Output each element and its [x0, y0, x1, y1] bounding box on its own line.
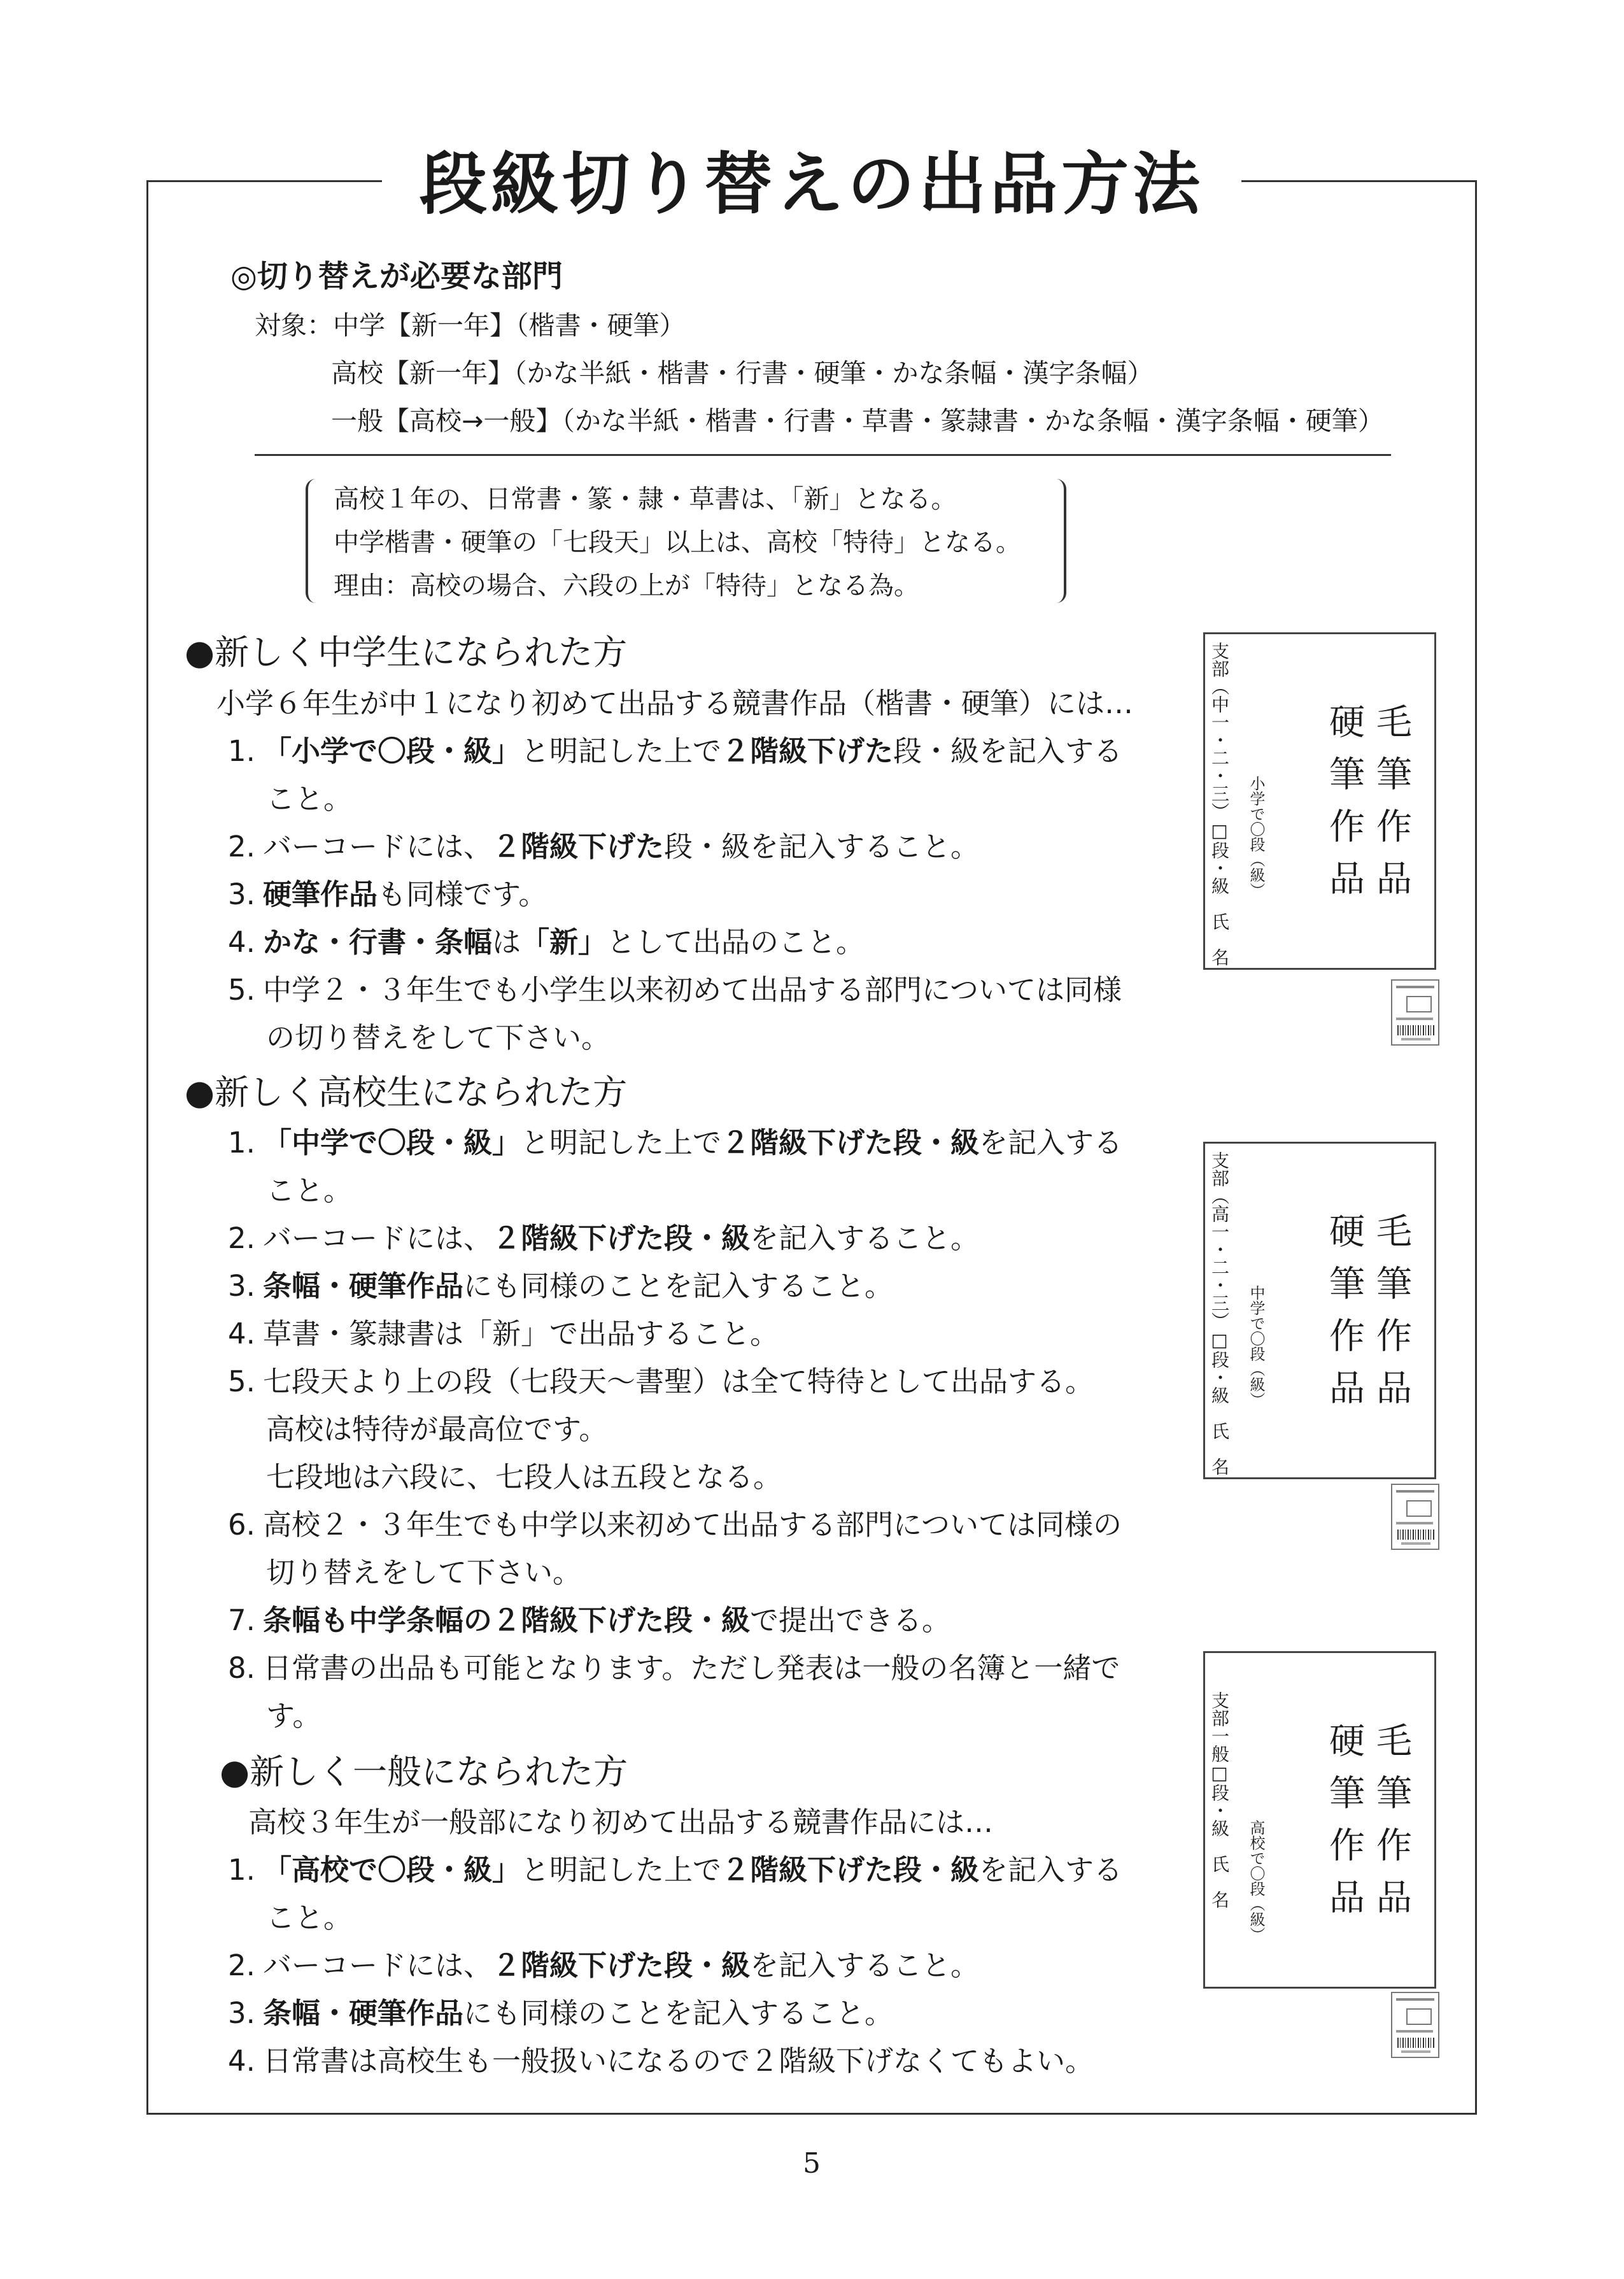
list-text: 中学２・３年生でも小学生以来初めて出品する部門については同様 — [262, 973, 1122, 1007]
list-text: を記入すること。 — [749, 1949, 979, 1982]
list-item — [228, 1990, 893, 2031]
list-text: で提出できる。 — [749, 1603, 950, 1637]
list-item — [228, 1645, 1120, 1686]
emphasis-text: かな・行書・条幅 — [262, 925, 492, 959]
note-line-1: 高校１年の、日常書・篆・隷・草書は、「新」となる。 — [334, 485, 957, 514]
emphasis-text: 硬筆作品 — [262, 877, 378, 911]
emphasis-text: 「新」 — [520, 925, 607, 959]
list-number: 1. — [228, 734, 255, 768]
list-item — [228, 1215, 979, 1256]
list-text: バーコードには、 — [262, 1949, 492, 1982]
page-number: 5 — [803, 2147, 821, 2180]
list-number: 3. — [228, 1996, 255, 2030]
list-text: 日常書は高校生も一般扱いになるので２階級下げなくてもよい。 — [262, 2044, 1094, 2078]
card-grade-note: 小学で〇段（級） — [1247, 776, 1265, 898]
list-number: 3. — [228, 877, 255, 911]
barcode-label — [1391, 979, 1439, 1046]
card-name-field: 支部（中一・二・三）□段・級 氏 名 — [1209, 642, 1230, 966]
card-grade-note: 高校で〇段（級） — [1247, 1820, 1265, 1942]
required-line-3: 一般【高校→一般】（かな半紙・楷書・行書・草書・篆隷書・かな条幅・漢字条幅・硬筆） — [331, 406, 1384, 436]
barcode-label — [1391, 1992, 1439, 2058]
list-item — [228, 1119, 1122, 1161]
list-item — [266, 1894, 352, 1936]
card-name-field: 支部一般□段・級 氏 名 — [1209, 1691, 1230, 1908]
list-text: す。 — [266, 1699, 321, 1733]
list-number: 6. — [228, 1508, 255, 1542]
list-number: 1. — [228, 1853, 255, 1887]
card-pen-label: 硬筆作品 — [1324, 1722, 1365, 1931]
card-pen-label: 硬筆作品 — [1324, 703, 1365, 912]
list-text: こと。 — [266, 1174, 353, 1207]
list-item — [228, 728, 1122, 769]
list-item — [228, 967, 1122, 1008]
list-item — [266, 776, 352, 817]
list-number: 4. — [228, 1317, 255, 1351]
sample-card-middle — [1203, 632, 1436, 970]
required-line-1: 対象：中学【新一年】（楷書・硬筆） — [255, 310, 686, 341]
list-item — [228, 1847, 1122, 1888]
list-text: にも同様のことを記入すること。 — [463, 1269, 893, 1303]
emphasis-text: 条幅・硬筆作品 — [262, 1269, 463, 1303]
section-middle-heading: ●新しく中学生になられた方 — [185, 632, 628, 672]
list-number: 8. — [228, 1651, 255, 1685]
list-text: と明記した上で — [520, 1126, 721, 1160]
emphasis-text: ２階級下げた段・級 — [721, 1126, 979, 1160]
list-text: を記入すること。 — [749, 1221, 979, 1255]
card-brush-label: 毛筆作品 — [1371, 1722, 1412, 1931]
list-text: も同様です。 — [377, 877, 547, 911]
list-text: 切り替えをして下さい。 — [266, 1556, 582, 1589]
list-number: 5. — [228, 1365, 255, 1398]
section-middle-intro: 小学６年生が中１になり初めて出品する競書作品（楷書・硬筆）には… — [216, 686, 1134, 720]
emphasis-text: 「小学で〇段・級」 — [262, 734, 521, 768]
emphasis-text: ２階級下げた — [491, 830, 664, 863]
list-text: 段・級を記入すること。 — [663, 830, 979, 863]
list-text: と明記した上で — [520, 1853, 721, 1887]
list-text: を記入する — [978, 1126, 1122, 1160]
list-text: 段・級を記入する — [893, 734, 1122, 768]
card-pen-label: 硬筆作品 — [1324, 1212, 1365, 1421]
note-line-2: 中学楷書・硬筆の「七段天」以上は、高校「特待」となる。 — [334, 528, 1021, 557]
list-number: 7. — [228, 1603, 255, 1637]
card-name-field: 支部（高一・二・三）□段・級 氏 名 — [1209, 1151, 1230, 1475]
note-box — [306, 479, 1066, 603]
section-general-intro: 高校３年生が一般部になり初めて出品する競書作品には… — [248, 1805, 994, 1839]
list-number: 2. — [228, 830, 255, 863]
list-text: の切り替えをして下さい。 — [266, 1021, 611, 1054]
card-brush-label: 毛筆作品 — [1371, 703, 1412, 912]
list-text: 七段地は六段に、七段人は五段となる。 — [266, 1460, 782, 1494]
list-text: バーコードには、 — [262, 1221, 492, 1255]
list-number: 3. — [228, 1269, 255, 1303]
emphasis-text: ２階級下げた — [721, 734, 893, 768]
sample-card-high — [1203, 1142, 1436, 1479]
list-number: 4. — [228, 2044, 255, 2078]
list-item — [266, 1693, 321, 1734]
emphasis-text: 「中学で〇段・級」 — [262, 1126, 521, 1160]
divider — [255, 454, 1391, 456]
card-brush-label: 毛筆作品 — [1371, 1212, 1412, 1421]
list-number: 2. — [228, 1221, 255, 1255]
page-title: 段級切り替えの出品方法 — [382, 137, 1241, 232]
sample-card-general — [1203, 1651, 1436, 1989]
list-text: こと。 — [266, 1901, 353, 1935]
list-item — [228, 1358, 1094, 1400]
list-item — [228, 919, 865, 960]
list-item — [228, 2038, 1094, 2079]
required-line-2: 高校【新一年】（かな半紙・楷書・行書・硬筆・かな条幅・漢字条幅） — [331, 358, 1154, 388]
list-number: 4. — [228, 925, 255, 959]
list-item — [228, 1310, 779, 1352]
list-item — [228, 1502, 1122, 1543]
list-item — [228, 823, 979, 865]
emphasis-text: ２階級下げた段・級 — [721, 1853, 979, 1887]
list-number: 1. — [228, 1126, 255, 1160]
emphasis-text: ２階級下げた段・級 — [491, 1949, 750, 1982]
emphasis-text: 条幅も中学条幅の２階級下げた段・級 — [262, 1603, 750, 1637]
list-item — [228, 1263, 893, 1304]
list-text: 高校２・３年生でも中学以来初めて出品する部門については同様の — [262, 1508, 1122, 1542]
list-text: を記入する — [978, 1853, 1122, 1887]
required-heading: ◎切り替えが必要な部門 — [230, 259, 563, 294]
list-text: と明記した上で — [520, 734, 721, 768]
list-text: として出品のこと。 — [606, 925, 865, 959]
list-text: 草書・篆隷書は「新」で出品すること。 — [262, 1317, 779, 1351]
list-text: 日常書の出品も可能となります。ただし発表は一般の名簿と一緒で — [262, 1651, 1120, 1685]
list-text: こと。 — [266, 782, 353, 816]
emphasis-text: ２階級下げた段・級 — [491, 1221, 750, 1255]
card-grade-note: 中学で〇段（級） — [1247, 1285, 1265, 1407]
list-text: 高校は特待が最高位です。 — [266, 1412, 608, 1446]
list-number: 2. — [228, 1949, 255, 1982]
emphasis-text: 「高校で〇段・級」 — [262, 1853, 521, 1887]
list-text: は — [491, 925, 521, 959]
emphasis-text: 条幅・硬筆作品 — [262, 1996, 463, 2030]
note-line-3: 理由：高校の場合、六段の上が「特待」となる為。 — [334, 571, 919, 600]
list-item — [266, 1014, 610, 1056]
list-number: 5. — [228, 973, 255, 1007]
list-text: 七段天より上の段（七段天〜書聖）は全て特待として出品する。 — [262, 1365, 1094, 1398]
list-item — [228, 1942, 979, 1984]
list-item — [266, 1549, 581, 1591]
list-item — [266, 1454, 782, 1495]
list-item — [228, 871, 547, 912]
section-general-heading: ●新しく一般になられた方 — [220, 1752, 628, 1792]
list-item — [266, 1167, 352, 1209]
barcode-label — [1391, 1484, 1439, 1550]
section-high-heading: ●新しく高校生になられた方 — [185, 1072, 628, 1112]
list-item — [228, 1597, 950, 1638]
list-text: バーコードには、 — [262, 830, 492, 863]
list-item — [266, 1406, 607, 1447]
list-text: にも同様のことを記入すること。 — [463, 1996, 893, 2030]
